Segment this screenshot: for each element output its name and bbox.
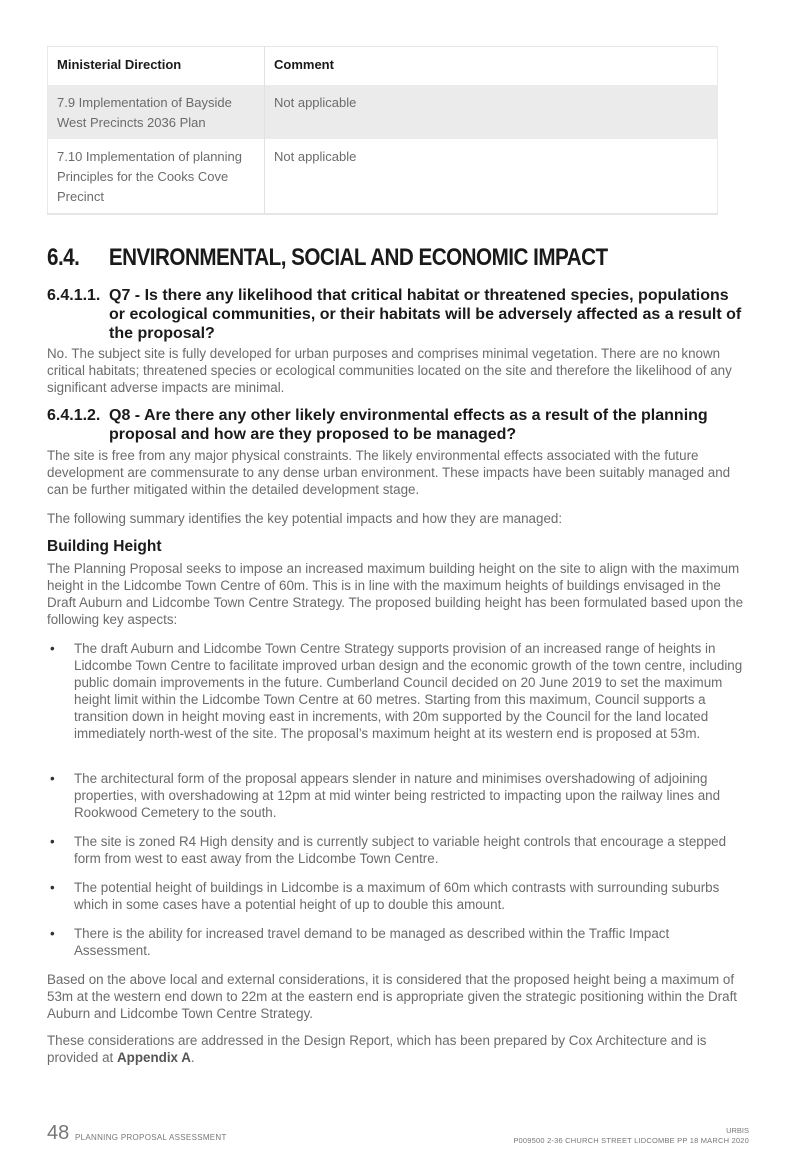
- closing-suffix: .: [190, 1050, 195, 1065]
- q7-body: No. The subject site is fully developed for urban purposes and comprises minimal vegetation. There are no known critical habitats; threatened species or ecological communities located on the site and therefore the likelihood of any significant adverse impacts are minimal.: [47, 346, 732, 395]
- list-item: [47, 833, 745, 867]
- building-height-intro: The Planning Proposal seeks to impose an increased maximum building height on the site to align with the maximum height in the Lidcombe Town Centre of 60m. This is in line with the maximum heights of buildings envisaged in the Draft Auburn and Lidcombe Town Centre Strategy. The proposed building height has been formulated based upon the following key aspects:: [47, 561, 744, 627]
- document-reference: P009500 2-36 CHURCH STREET LIDCOMBE PP 18 MARCH 2020: [513, 1136, 749, 1145]
- table-header-row: [48, 47, 718, 86]
- q8-summary: The following summary identifies the key potential impacts and how they are managed:: [47, 511, 563, 526]
- table-row: [48, 85, 718, 139]
- bullet-icon: •: [50, 880, 55, 895]
- closing-paragraph: [47, 1032, 745, 1066]
- comment-cell: Not applicable: [265, 85, 718, 139]
- q8-body: The site is free from any major physical constraints. The likely environmental effects associated with the future development are commensurate to any dense urban environment. These impacts have been suitably managed and can be further mitigated within the detailed development stage.: [47, 448, 731, 497]
- table-row: [48, 139, 718, 214]
- q8-number: 6.4.1.2.: [47, 407, 101, 424]
- column-header-direction: Ministerial Direction: [48, 47, 265, 86]
- document-title: PLANNING PROPOSAL ASSESSMENT: [75, 1133, 227, 1142]
- q7-heading-text: Q7 - Is there any likelihood that critical habitat or threatened species, populations or ecological communities, or their habitats will be adversely affected as a result of the proposal?: [109, 287, 742, 342]
- page-number: 48: [47, 1122, 70, 1144]
- bullet-icon: •: [50, 641, 55, 656]
- section-heading: [47, 244, 647, 278]
- appendix-reference: Appendix A: [116, 1050, 191, 1065]
- list-item: [47, 640, 745, 742]
- bullet-icon: •: [50, 771, 55, 786]
- company-name: URBIS: [726, 1126, 749, 1135]
- building-height-heading: Building Height: [47, 538, 162, 555]
- list-item-text: The potential height of buildings in Lidcombe is a maximum of 60m which contrasts with surrounding suburbs which in some cases have a potential height of up to double this amount.: [74, 880, 720, 912]
- column-header-comment: Comment: [265, 47, 718, 86]
- list-item: [47, 770, 745, 821]
- section-number: 6.4.: [47, 244, 80, 271]
- bullet-icon: •: [50, 926, 55, 941]
- closing-text: These considerations are addressed in the Design Report, which has been prepared by Cox Architecture and is provided at: [47, 1033, 707, 1065]
- direction-cell: 7.10 Implementation of planning Principles for the Cooks Cove Precinct: [48, 139, 265, 214]
- list-item-text: The architectural form of the proposal appears slender in nature and minimises overshadowing of adjoining properties, with overshadowing at 12pm at mid winter being restricted to impacting upon the railway lines and Rookwood Cemetery to the south.: [74, 771, 721, 820]
- building-height-conclusion: Based on the above local and external considerations, it is considered that the proposed height being a maximum of 53m at the western end down to 22m at the eastern end is appropriate given the strategic positioning within the Draft Auburn and Lidcombe Town Centre Strategy.: [47, 972, 738, 1021]
- list-item-text: There is the ability for increased travel demand to be managed as described within the Traffic Impact Assessment.: [74, 926, 670, 958]
- ministerial-direction-table: [47, 46, 718, 215]
- list-item: [47, 925, 745, 959]
- q7-heading: [47, 286, 745, 343]
- q8-heading-text: Q8 - Are there any other likely environmental effects as a result of the planning proposal and how are they proposed to be managed?: [109, 407, 708, 443]
- q7-number: 6.4.1.1.: [47, 287, 101, 304]
- q8-heading: [47, 406, 745, 444]
- comment-cell: Not applicable: [265, 139, 718, 214]
- direction-cell: 7.9 Implementation of Bayside West Precincts 2036 Plan: [48, 85, 265, 139]
- list-item-text: The site is zoned R4 High density and is currently subject to variable height controls that encourage a stepped form from west to east away from the Lidcombe Town Centre.: [74, 834, 727, 866]
- list-item-text: The draft Auburn and Lidcombe Town Centre Strategy supports provision of an increased range of heights in Lidcombe Town Centre to facilitate improved urban design and the economic growth of the town centre, including public domain improvements in the future. Cumberland Council decided on 20 June 2019 to set the maximum height limit within the Lidcombe Town Centre at 60 metres. Starting from this maximum, Council supports a transition down in height moving east in increments, with 20m supported by the Council for the land located immediately north-west of the site. The proposal’s maximum height at its western end is proposed at 53m.: [74, 641, 743, 741]
- bullet-icon: •: [50, 834, 55, 849]
- section-title: ENVIRONMENTAL, SOCIAL AND ECONOMIC IMPACT: [108, 244, 608, 271]
- list-item: [47, 879, 745, 913]
